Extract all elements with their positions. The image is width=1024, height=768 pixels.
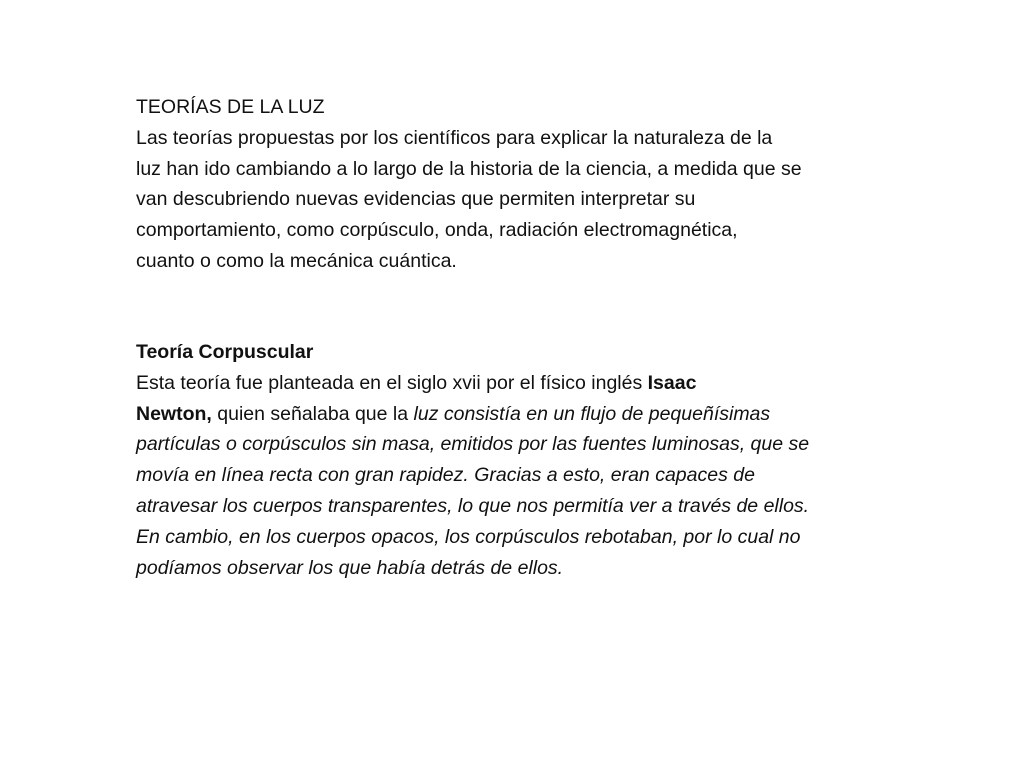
corpuscular-heading: Teoría Corpuscular — [136, 341, 314, 363]
intro-line: comportamiento, como corpúsculo, onda, radiación electromagnética, — [136, 219, 738, 242]
corpuscular-text: quien señalaba que la — [211, 402, 414, 425]
intro-line: van descubriendo nuevas evidencias que permiten interpretar su — [136, 188, 696, 211]
intro-line: Las teorías propuestas por los científicos para explicar la naturaleza de la — [136, 126, 773, 149]
section-title: TEORÍAS DE LA LUZ — [136, 96, 325, 118]
corpuscular-quote-line: movía en línea recta con gran rapidez. Gracias a esto, eran capaces de — [136, 464, 755, 487]
corpuscular-quote-line: podíamos observar los que había detrás de ellos. — [136, 556, 564, 579]
corpuscular-section — [136, 337, 946, 583]
intro-line: luz han ido cambiando a lo largo de la historia de la ciencia, a medida que se — [136, 157, 802, 180]
corpuscular-quote: luz consistía en un flujo de pequeñísimas — [413, 402, 771, 425]
corpuscular-quote-line: atravesar los cuerpos transparentes, lo que nos permitía ver a través de ellos. — [136, 494, 810, 517]
author-last-name: Newton, — [136, 402, 212, 425]
corpuscular-line — [136, 368, 946, 399]
author-first-name: Isaac — [647, 371, 697, 394]
intro-section — [136, 92, 946, 277]
corpuscular-quote-line: En cambio, en los cuerpos opacos, los corpúsculos rebotaban, por lo cual no — [136, 525, 801, 548]
intro-line: cuanto o como la mecánica cuántica. — [136, 249, 457, 272]
corpuscular-quote-line: partículas o corpúsculos sin masa, emitidos por las fuentes luminosas, que se — [136, 433, 810, 456]
corpuscular-text: Esta teoría fue planteada en el siglo xvii por el físico inglés — [136, 371, 648, 394]
corpuscular-line — [136, 399, 946, 430]
